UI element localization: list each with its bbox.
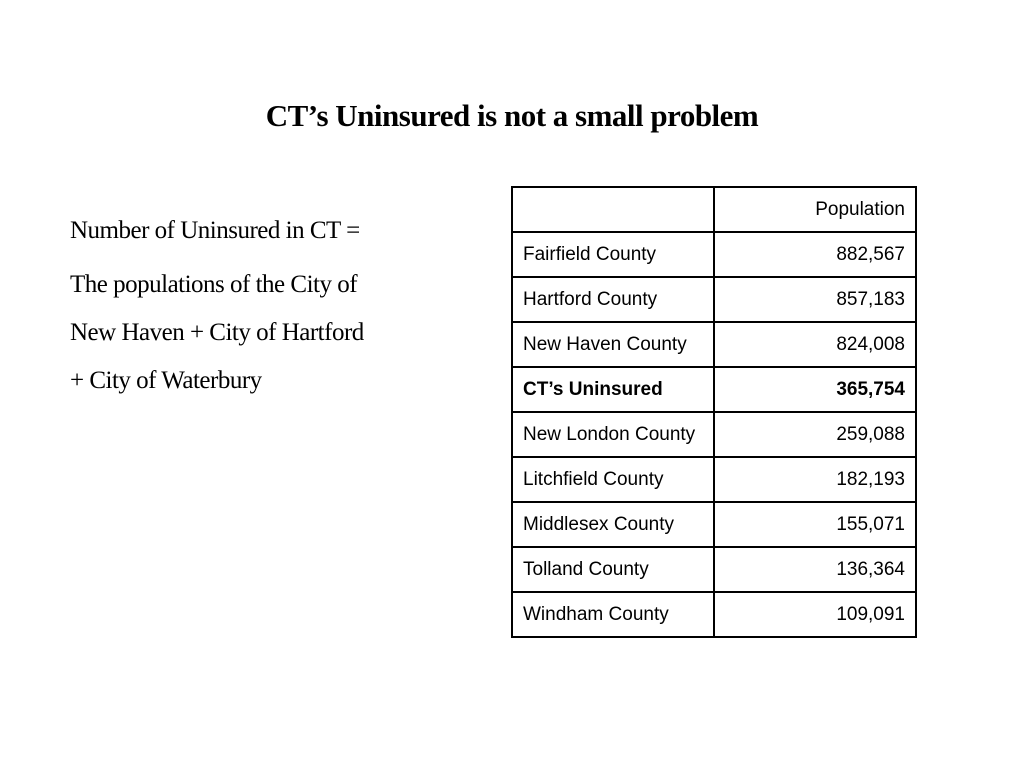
body-line-populations-3: + City of Waterbury: [70, 367, 262, 394]
table-cell-value: 182,193: [714, 457, 916, 502]
table-row: [512, 232, 916, 277]
table-cell-label: New Haven County: [512, 322, 714, 367]
table-row: [512, 457, 916, 502]
table-row: [512, 412, 916, 457]
slide-title: CT’s Uninsured is not a small problem: [265, 98, 759, 133]
table-row: [512, 502, 916, 547]
table-cell-label: Fairfield County: [512, 232, 714, 277]
table-cell-value: 136,364: [714, 547, 916, 592]
table-cell-value: 365,754: [714, 367, 916, 412]
table-row: [512, 322, 916, 367]
table-cell-value: 259,088: [714, 412, 916, 457]
table-row: [512, 547, 916, 592]
table-cell-value: 155,071: [714, 502, 916, 547]
body-line-populations-2: New Haven + City of Hartford: [70, 319, 364, 346]
body-paragraph-populations: [70, 261, 490, 405]
table-cell-label: Hartford County: [512, 277, 714, 322]
table-cell-value: 857,183: [714, 277, 916, 322]
body-line-populations-1: The populations of the City of: [70, 271, 358, 298]
body-text: [70, 211, 490, 415]
table-cell-value: 824,008: [714, 322, 916, 367]
table-row: [512, 592, 916, 637]
table-cell-label: Middlesex County: [512, 502, 714, 547]
table-row-highlight: [512, 367, 916, 412]
table-cell-value: 109,091: [714, 592, 916, 637]
table-header-row: [512, 187, 916, 232]
table-header-label: [512, 187, 714, 232]
table-cell-label: Windham County: [512, 592, 714, 637]
table-row: [512, 277, 916, 322]
table-cell-label: CT’s Uninsured: [512, 367, 714, 412]
table-cell-label: New London County: [512, 412, 714, 457]
table-cell-label: Tolland County: [512, 547, 714, 592]
table-cell-value: 882,567: [714, 232, 916, 277]
table-cell-label: Litchfield County: [512, 457, 714, 502]
population-table: [511, 186, 917, 638]
table-header-population: Population: [714, 187, 916, 232]
body-line-uninsured: Number of Uninsured in CT =: [70, 217, 360, 244]
